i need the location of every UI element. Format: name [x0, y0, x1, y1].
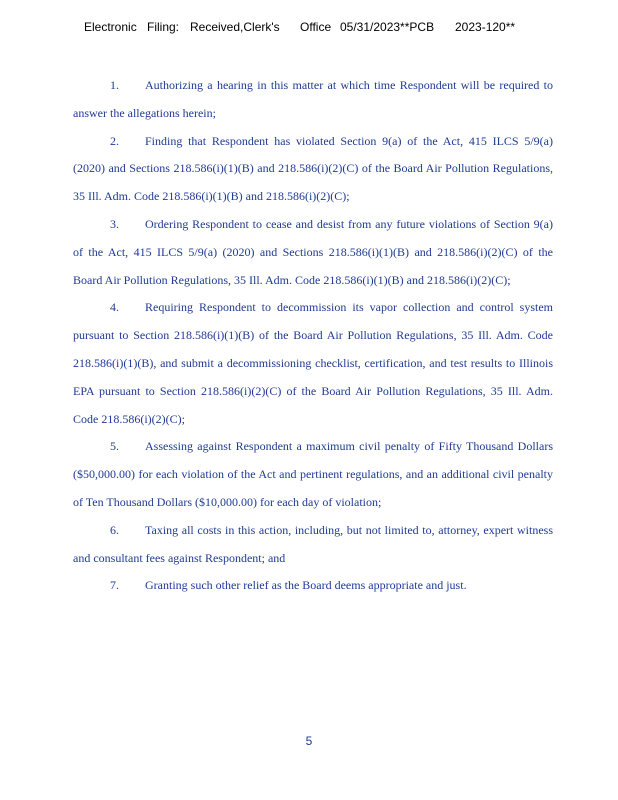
- relief-list: [73, 72, 553, 600]
- relief-item-number: 5.: [110, 439, 119, 454]
- relief-item-text: Granting such other relief as the Board deems appropriate and just.: [145, 578, 467, 593]
- relief-item: [73, 433, 553, 516]
- header-date: 05/31/2023**PCB: [340, 20, 435, 34]
- relief-item-text: Requiring Respondent to decommission its vapor collection and control system pursuant to Section 218.586(i)(1)(B) of the Board Air Pollution Regulations, 35 Ill. Adm. Code 218.586(i)(1)(B), and submit a decommissioning checklist, certification, and test results to Illinois EPA pursuant to Section 218.586(i)(2)(C) of the Board Air Pollution Regulations, 35 Ill. Adm. Code 218.586(i)(2)(C);: [73, 300, 553, 426]
- relief-item: [73, 572, 553, 600]
- header-docket: 2023-120**: [455, 20, 516, 34]
- relief-item: [73, 211, 553, 294]
- header-filing: Filing:: [147, 20, 180, 34]
- relief-item-text: Authorizing a hearing in this matter at which time Respondent will be required to answer the allegations herein;: [73, 78, 553, 120]
- relief-item-number: 4.: [110, 300, 119, 315]
- relief-item-number: 6.: [110, 522, 119, 537]
- header-received: Received,Clerk's: [190, 20, 280, 34]
- relief-item: [73, 294, 553, 433]
- relief-item-number: 1.: [110, 78, 119, 92]
- relief-item-text: Assessing against Respondent a maximum civil penalty of Fifty Thousand Dollars ($50,000.00) for each violation of the Act and pertinent regulations, and an additional civil penalty of Ten Thousand Dollars ($10,000.00) for each day of violation;: [73, 439, 553, 509]
- relief-item-number: 7.: [110, 578, 119, 593]
- relief-item: [73, 72, 553, 128]
- header-office: Office: [300, 20, 332, 34]
- relief-item-number: 3.: [110, 216, 119, 231]
- page-number: 5: [305, 734, 313, 748]
- header-electronic: Electronic: [84, 20, 137, 34]
- relief-item-text: Finding that Respondent has violated Section 9(a) of the Act, 415 ILCS 5/9(a) (2020) and Sections 218.586(i)(1)(B) and 218.586(i)(2)(C) of the Board Air Pollution Regulations, 35 Ill. Adm. Code 218.586(i)(1)(B) and 218.586(i)(2)(C);: [73, 133, 553, 204]
- relief-item-text: Taxing all costs in this action, including, but not limited to, attorney, expert witness and consultant fees against Respondent; and: [73, 522, 553, 565]
- relief-item: [73, 517, 553, 573]
- relief-item-number: 2.: [110, 133, 119, 148]
- relief-item: [73, 128, 553, 211]
- relief-item-text: Ordering Respondent to cease and desist from any future violations of Section 9(a) of the Act, 415 ILCS 5/9(a) (2020) and Sections 218.586(i)(1)(B) and 218.586(i)(2)(C) of the Board Air Pollution Regulations, 35 Ill. Adm. Code 218.586(i)(1)(B) and 218.586(i)(2)(C);: [73, 216, 553, 287]
